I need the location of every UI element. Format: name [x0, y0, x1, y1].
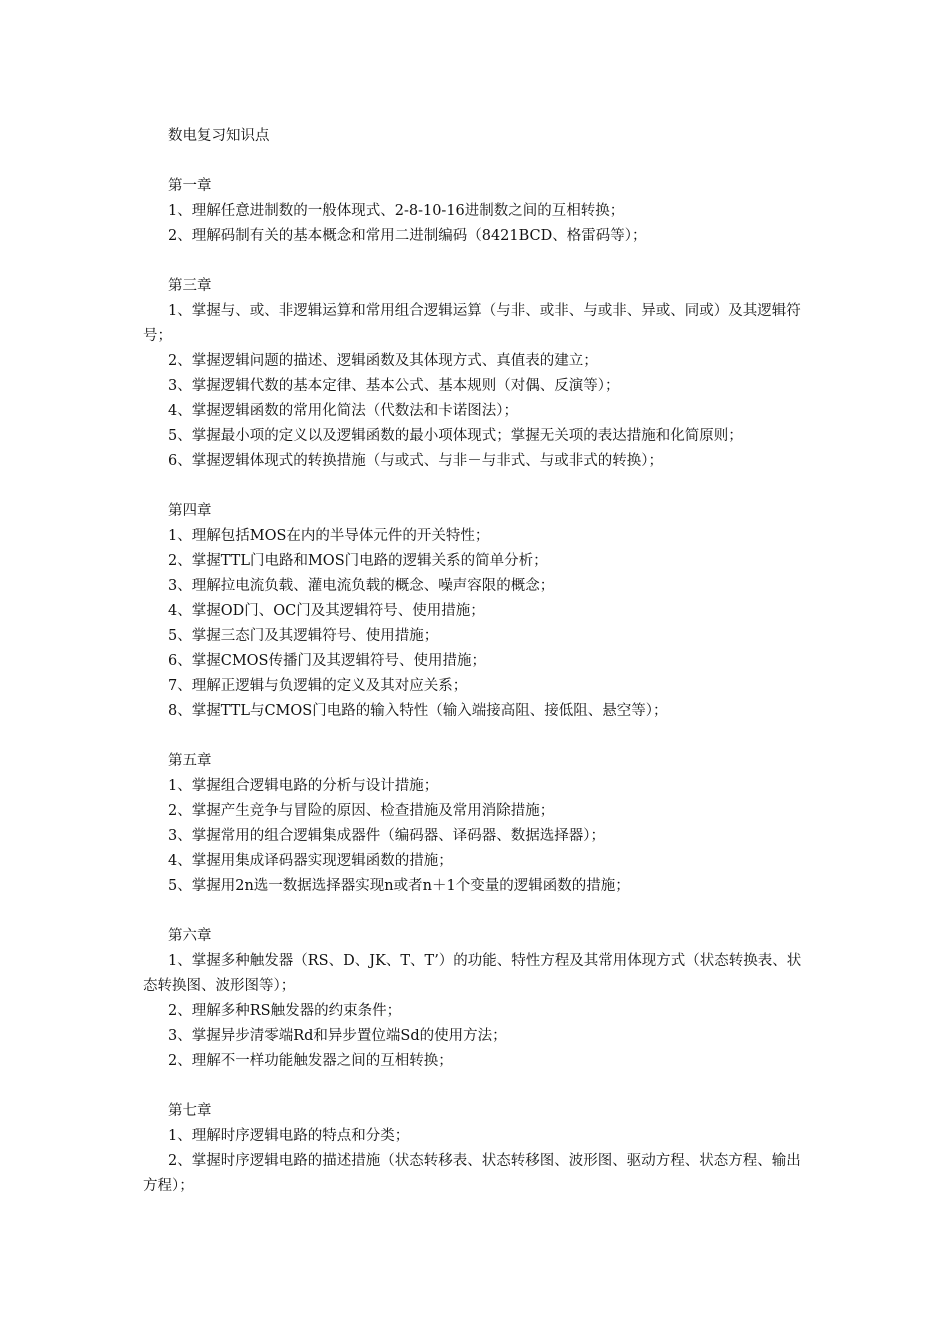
chapter-heading: 第七章: [168, 1103, 212, 1119]
list-item: 8、掌握TTL与CMOS门电路的输入特性（输入端接高阻、接低阻、悬空等）；: [168, 703, 668, 719]
list-item: 4、掌握逻辑函数的常用化简法（代数法和卡诺图法）；: [168, 403, 518, 419]
spacer: [143, 474, 811, 499]
list-item: 2、掌握逻辑问题的描述、逻辑函数及其体现方式、真值表的建立；: [168, 353, 598, 369]
document-body: [143, 124, 811, 1199]
list-item: 2、理解码制有关的基本概念和常用二进制编码（8421BCD、格雷码等）；: [168, 228, 647, 244]
list-item: 1、掌握多种触发器（RS、D、JK、T、T’）的功能、特性方程及其常用体现方式（状态转换表、状态转换图、波形图等）；: [143, 953, 802, 994]
list-item: 2、掌握时序逻辑电路的描述措施（状态转移表、状态转移图、波形图、驱动方程、状态方程、输出方程）；: [143, 1153, 801, 1194]
list-item: 5、掌握用2n选一数据选择器实现n或者n＋1个变量的逻辑函数的措施；: [168, 878, 630, 894]
list-item: 3、理解拉电流负载、灌电流负载的概念、噪声容限的概念；: [168, 578, 555, 594]
spacer: [143, 899, 811, 924]
list-item: 3、掌握逻辑代数的基本定律、基本公式、基本规则（对偶、反演等）；: [168, 378, 620, 394]
spacer: [143, 1074, 811, 1099]
list-item: 2、理解多种RS触发器的约束条件；: [168, 1003, 402, 1019]
list-item: 3、掌握异步清零端Rd和异步置位端Sd的使用方法；: [168, 1028, 507, 1044]
list-item: 5、掌握最小项的定义以及逻辑函数的最小项体现式；掌握无关项的表达措施和化简原则；: [168, 428, 743, 444]
list-item: 2、理解不一样功能触发器之间的互相转换；: [168, 1053, 453, 1069]
list-item: 6、掌握逻辑体现式的转换措施（与或式、与非－与非式、与或非式的转换）；: [168, 453, 663, 469]
list-item: 3、掌握常用的组合逻辑集成器件（编码器、译码器、数据选择器）；: [168, 828, 605, 844]
list-item: 1、理解包括MOS在内的半导体元件的开关特性；: [168, 528, 490, 544]
chapter-heading: 第六章: [168, 928, 212, 944]
spacer: [143, 724, 811, 749]
chapter-heading: 第三章: [168, 278, 212, 294]
list-item: 7、理解正逻辑与负逻辑的定义及其对应关系；: [168, 678, 468, 694]
list-item: 5、掌握三态门及其逻辑符号、使用措施；: [168, 628, 439, 644]
list-item: 4、掌握用集成译码器实现逻辑函数的措施；: [168, 853, 453, 869]
list-item: 1、掌握与、或、非逻辑运算和常用组合逻辑运算（与非、或非、与或非、异或、同或）及其逻辑符号；: [143, 303, 801, 344]
spacer: [143, 149, 811, 174]
list-item: 4、掌握OD门、OC门及其逻辑符号、使用措施；: [168, 603, 485, 619]
list-item: 2、掌握TTL门电路和MOS门电路的逻辑关系的简单分析；: [168, 553, 548, 569]
chapter-heading: 第五章: [168, 753, 212, 769]
list-item: 1、理解时序逻辑电路的特点和分类；: [168, 1128, 410, 1144]
list-item: 2、掌握产生竞争与冒险的原因、检查措施及常用消除措施；: [168, 803, 555, 819]
chapter-heading: 第一章: [168, 178, 212, 194]
list-item: 6、掌握CMOS传播门及其逻辑符号、使用措施；: [168, 653, 486, 669]
chapter-heading: 第四章: [168, 503, 212, 519]
spacer: [143, 249, 811, 274]
list-item: 1、掌握组合逻辑电路的分析与设计措施；: [168, 778, 439, 794]
list-item: 1、理解任意进制数的一般体现式、2-8-10-16进制数之间的互相转换；: [168, 203, 625, 219]
document-title: 数电复习知识点: [168, 128, 270, 144]
